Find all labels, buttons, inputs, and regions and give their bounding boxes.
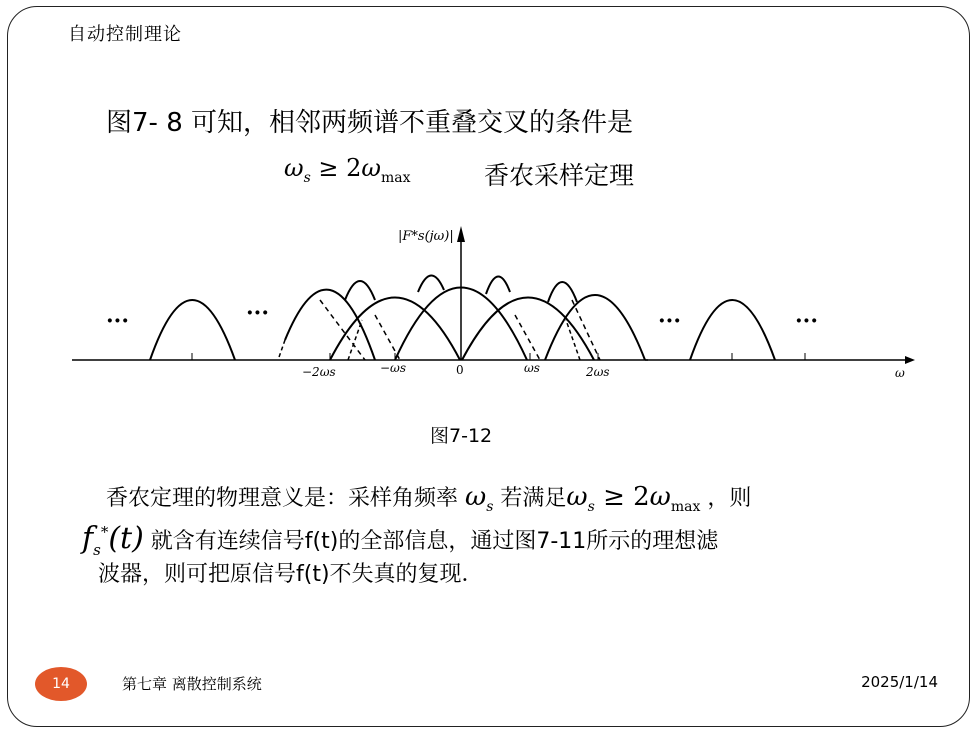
omega-s-symbol: $\omega_s$ (465, 482, 494, 516)
theorem-name: 香农采样定理 (484, 161, 635, 190)
nyquist-formula: $\omega_s \ge 2\omega_{max}$ (284, 154, 411, 186)
sum-bump-2 (418, 275, 444, 292)
y-axis-arrow (457, 226, 465, 242)
slide-header: 自动控制理论 (68, 24, 182, 45)
figure-caption: 图7-12 (430, 425, 493, 447)
dots-left: ··· (246, 300, 269, 326)
page-number-badge: 14 (35, 667, 87, 701)
y-axis-label: |F*s(jω)| (398, 229, 454, 244)
x-axis-arrow (905, 356, 915, 364)
para-line-2: $f_s^*(t)$ 就含有连续信号f(t)的全部信息，通过图7-11所示的理想滤 (82, 521, 719, 559)
sampled-signal-symbol: $f_s^*(t)$ (82, 521, 144, 559)
para-line-1: 香农定理的物理意义是：采样角频率 $\omega_s$ 若满足$\omega_s \ge 2\omega_{max}$ ，则 (106, 482, 752, 516)
intro-line: 图7- 8 可知，相邻两频谱不重叠交叉的条件是 (106, 108, 633, 138)
condition-formula: $\omega_s \ge 2\omega_{max}$ (566, 482, 701, 516)
chapter-title: 第七章 离散控制系统 (122, 675, 262, 693)
dots-right: ··· (658, 308, 681, 334)
para-line-3: 波器，则可把原信号f(t)不失真的复现． (98, 562, 484, 587)
spectrum-lobe-right-far (690, 300, 775, 360)
dots-far-left: ··· (106, 308, 129, 334)
x-axis-label: ω (895, 366, 905, 380)
sum-bump-1 (345, 281, 375, 300)
tick-label-m1: −ωs (380, 361, 406, 375)
tick-label-m2: −2ωs (302, 365, 336, 379)
dots-far-right: ··· (795, 308, 818, 334)
slide-date: 2025/1/14 (861, 673, 938, 691)
tick-label-p1: ωs (524, 361, 540, 375)
sum-bump-3 (486, 276, 510, 294)
sum-bump-4 (548, 282, 577, 302)
tick-label-0: 0 (456, 363, 464, 377)
tick-label-p2: 2ωs (586, 365, 610, 379)
spectrum-lobe-left-far (150, 300, 235, 360)
spectrum-figure (0, 210, 980, 390)
spectrum-lobe-m2 (285, 290, 375, 360)
formula-row (0, 152, 980, 192)
